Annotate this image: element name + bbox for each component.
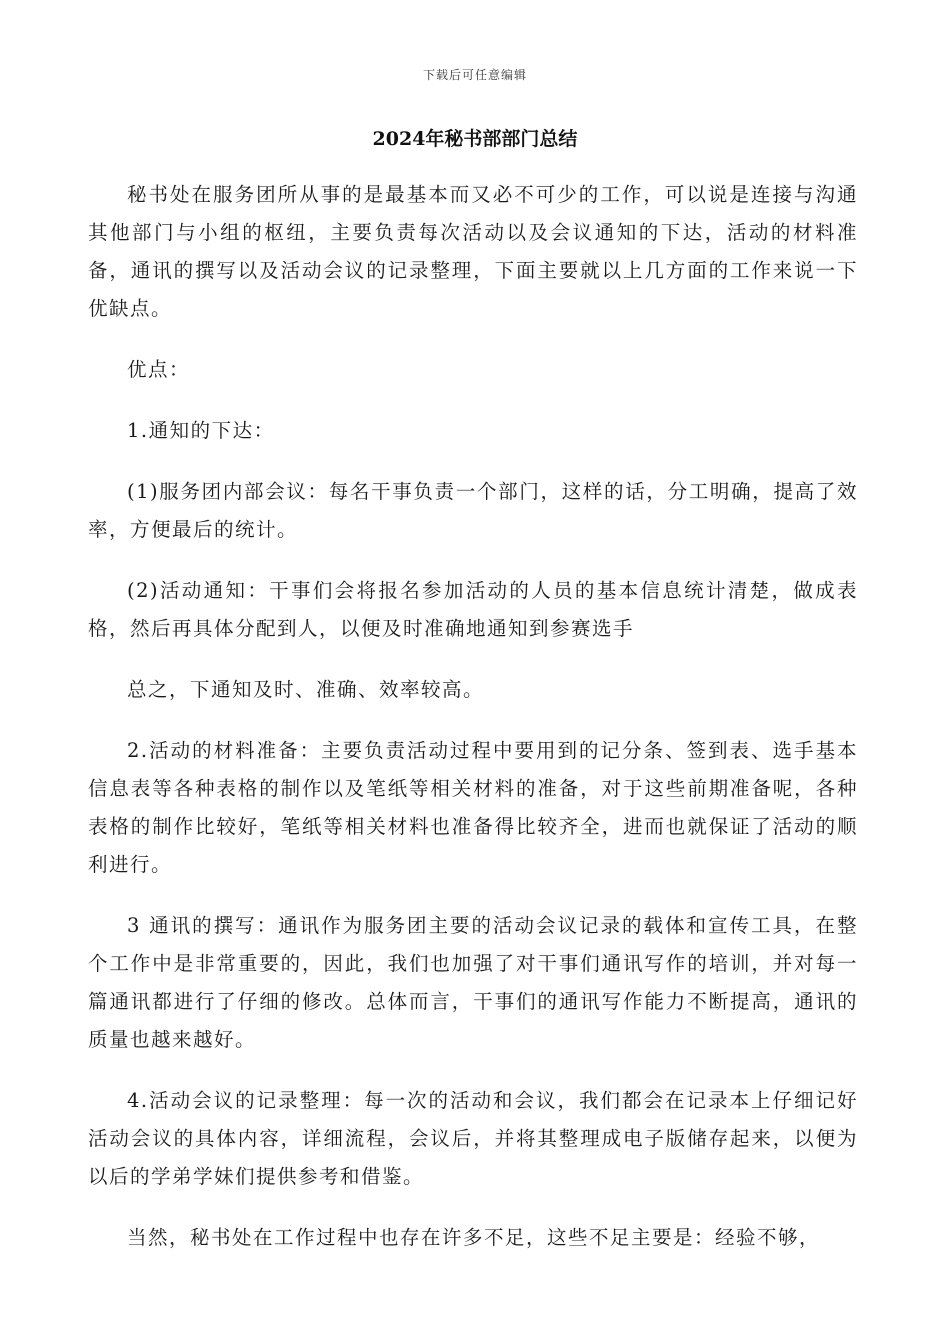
- document-body: [88, 176, 858, 1280]
- paragraph-section-1-item-2: (2)活动通知：干事们会将报名参加活动的人员的基本信息统计清楚，做成表格，然后再具体分配到人，以便及时准确地通知到参赛选手: [88, 579, 858, 640]
- paragraph-section-1-heading: 1.通知的下达：: [127, 419, 275, 442]
- paragraph-strengths-heading: 优点：: [127, 358, 191, 381]
- paragraph-section-4: 4.活动会议的记录整理：每一次的活动和会议，我们都会在记录本上仔细记好活动会议的具体内容，详细流程，会议后，并将其整理成电子版储存起来，以便为以后的学弟学妹们提供参考和借鉴。: [88, 1089, 858, 1188]
- document-title: 2024年秘书部部门总结: [372, 128, 578, 150]
- paragraph-shortcomings: 当然，秘书处在工作过程中也存在许多不足，这些不足主要是：经验不够，: [127, 1226, 821, 1249]
- paragraph-section-1-item-1: (1)服务团内部会议：每名干事负责一个部门，这样的话，分工明确，提高了效率，方便最后的统计。: [88, 480, 858, 541]
- paragraph-intro: 秘书处在服务团所从事的是最基本而又必不可少的工作，可以说是连接与沟通其他部门与小组的枢纽，主要负责每次活动以及会议通知的下达，活动的材料准备，通讯的撰写以及活动会议的记录整理，下面主要就以上几方面的工作来说一下优缺点。: [88, 183, 858, 320]
- paragraph-section-3: 3 通讯的撰写：通讯作为服务团主要的活动会议记录的载体和宣传工具，在整个工作中是非常重要的，因此，我们也加强了对干事们通讯写作的培训，并对每一篇通讯都进行了仔细的修改。总体而言，干事们的通讯写作能力不断提高，通讯的质量也越来越好。: [88, 914, 858, 1051]
- header-note: 下载后可任意编辑: [422, 68, 527, 82]
- paragraph-section-2: 2.活动的材料准备：主要负责活动过程中要用到的记分条、签到表、选手基本信息表等各种表格的制作以及笔纸等相关材料的准备，对于这些前期准备呢，各种表格的制作比较好，笔纸等相关材料也准备得比较齐全，进而也就保证了活动的顺利进行。: [88, 739, 858, 876]
- paragraph-section-1-summary: 总之，下通知及时、准确、效率较高。: [127, 678, 485, 701]
